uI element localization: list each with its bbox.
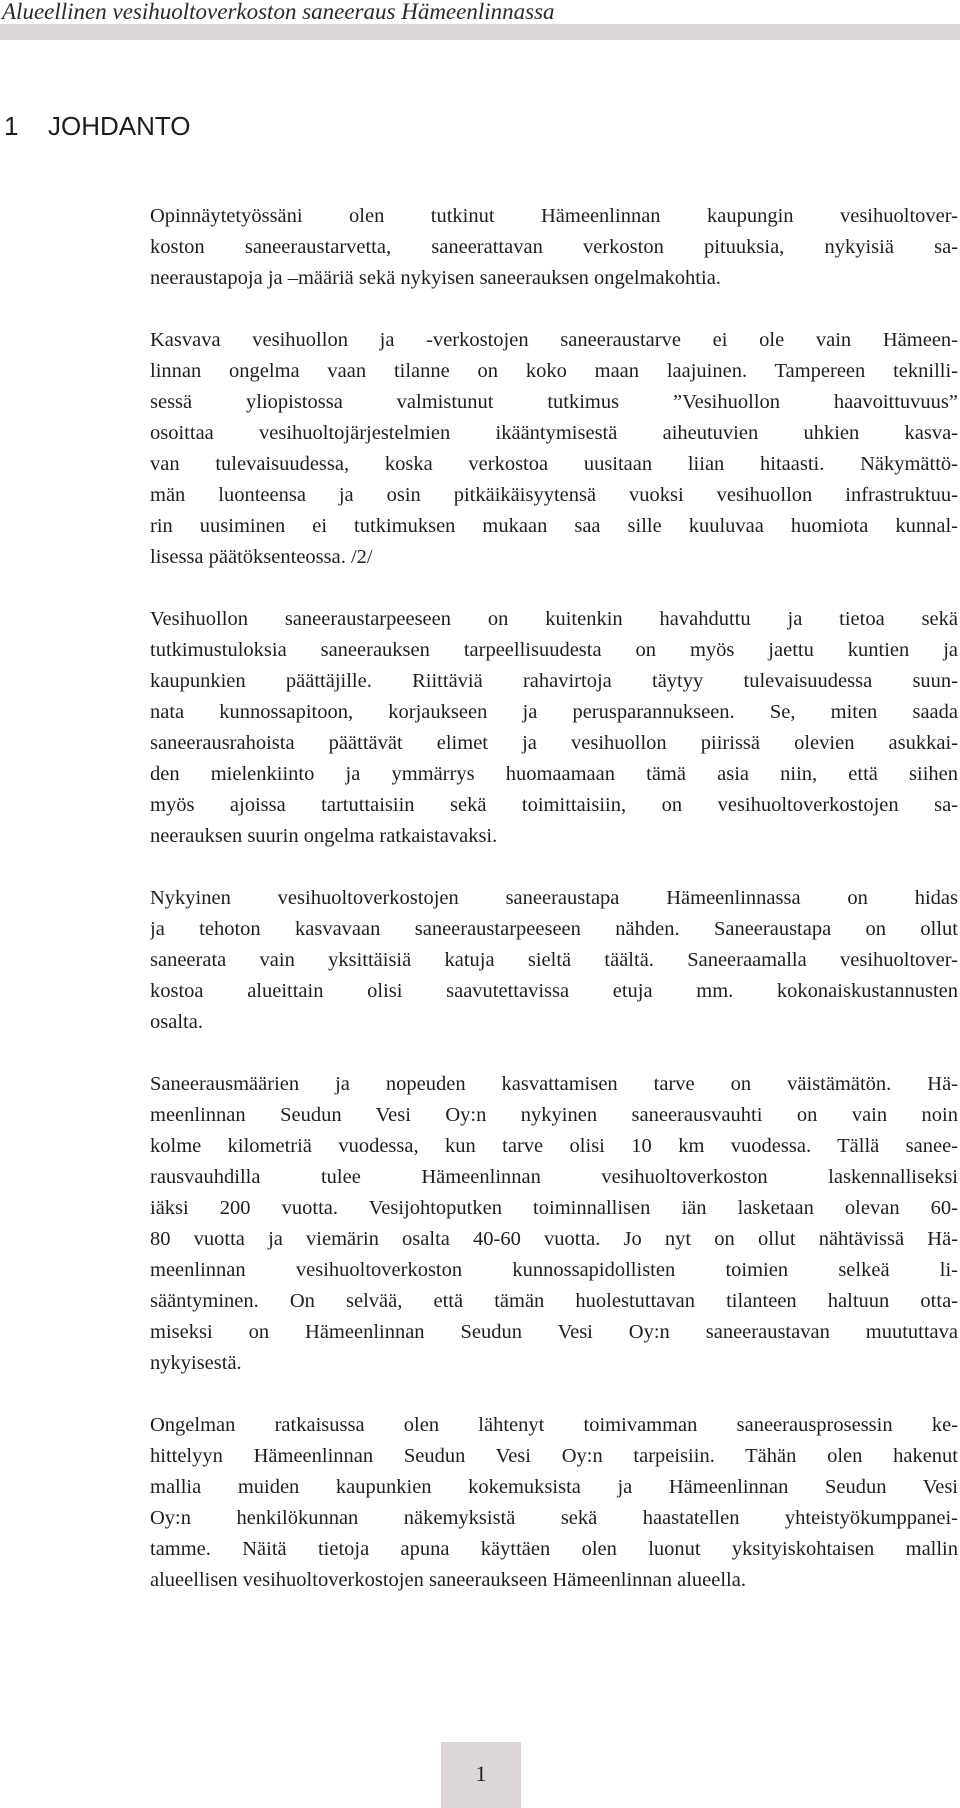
text-line: Oy:n henkilökunnan näkemyksistä sekä haastatellen yhteistyökumppanei- xyxy=(150,1507,958,1529)
text-line: 80 vuotta ja viemärin osalta 40-60 vuotta. Jo nyt on ollut nähtävissä Hä- xyxy=(150,1228,958,1250)
paragraph xyxy=(150,1410,958,1596)
text-line: män luonteensa ja osin pitkäikäisyytensä vuoksi vesihuollon infrastruktuu- xyxy=(150,484,958,506)
text-line: nykyisestä. xyxy=(150,1352,242,1374)
body-text xyxy=(150,201,958,1627)
text-line: kaupunkien päättäjille. Riittäviä rahavirtoja täytyy tulevaisuudessa suun- xyxy=(150,670,958,692)
chapter-title: JOHDANTO xyxy=(48,111,191,141)
text-line: rin uusiminen ei tutkimuksen mukaan saa sille kuuluvaa huomiota kunnal- xyxy=(150,515,958,537)
text-line: hittelyyn Hämeenlinnan Seudun Vesi Oy:n tarpeisiin. Tähän olen hakenut xyxy=(150,1445,958,1467)
header-rule xyxy=(0,24,960,40)
paragraph xyxy=(150,201,958,294)
running-header xyxy=(0,0,960,40)
chapter-heading xyxy=(4,110,191,142)
text-line: sessä yliopistossa valmistunut tutkimus ”Vesihuollon haavoittuvuus” xyxy=(150,391,958,413)
text-line: Ongelman ratkaisussa olen lähtenyt toimivamman saneerausprosessin ke- xyxy=(150,1414,958,1436)
text-line: koston saneeraustarvetta, saneerattavan verkoston pituuksia, nykyisiä sa- xyxy=(150,236,958,258)
text-line: neerauksen suurin ongelma ratkaistavaksi. xyxy=(150,825,498,847)
text-line: myös ajoissa tartuttaisiin sekä toimittaisiin, on vesihuoltoverkostojen sa- xyxy=(150,794,958,816)
text-line: rausvauhdilla tulee Hämeenlinnan vesihuoltoverkoston laskennalliseksi xyxy=(150,1166,958,1188)
paragraph xyxy=(150,604,958,852)
chapter-number: 1 xyxy=(4,111,19,141)
text-line: osoittaa vesihuoltojärjestelmien ikääntymisestä aiheutuvien uhkien kasva- xyxy=(150,422,958,444)
text-line: meenlinnan Seudun Vesi Oy:n nykyinen saneerausvauhti on vain noin xyxy=(150,1104,958,1126)
text-line: Opinnäytetyössäni olen tutkinut Hämeenlinnan kaupungin vesihuoltover- xyxy=(150,205,958,227)
text-line: Vesihuollon saneeraustarpeeseen on kuitenkin havahduttu ja tietoa sekä xyxy=(150,608,958,630)
text-line: mallia muiden kaupunkien kokemuksista ja Hämeenlinnan Seudun Vesi xyxy=(150,1476,958,1498)
text-line: den mielenkiinto ja ymmärrys huomaamaan tämä asia niin, että siihen xyxy=(150,763,958,785)
text-line: sääntyminen. On selvää, että tämän huolestuttavan tilanteen haltuun otta- xyxy=(150,1290,958,1312)
text-line: nata kunnossapitoon, korjaukseen ja perusparannukseen. Se, miten saada xyxy=(150,701,958,723)
text-line: alueellisen vesihuoltoverkostojen saneeraukseen Hämeenlinnan alueella. xyxy=(150,1569,746,1591)
text-line: iäksi 200 vuotta. Vesijohtoputken toiminnallisen iän lasketaan olevan 60- xyxy=(150,1197,958,1219)
paragraph xyxy=(150,1069,958,1379)
page-footer xyxy=(441,1742,521,1808)
text-line: miseksi on Hämeenlinnan Seudun Vesi Oy:n saneeraustavan muututtava xyxy=(150,1321,958,1343)
paragraph xyxy=(150,325,958,573)
page-number: 1 xyxy=(475,1761,487,1786)
text-line: kostoa alueittain olisi saavutettavissa etuja mm. kokonaiskustannusten xyxy=(150,980,958,1002)
text-line: ja tehoton kasvavaan saneeraustarpeeseen nähden. Saneeraustapa on ollut xyxy=(150,918,958,940)
text-line: saneerausrahoista päättävät elimet ja vesihuollon piirissä olevien asukkai- xyxy=(150,732,958,754)
text-line: osalta. xyxy=(150,1011,203,1033)
text-line: neeraustapoja ja –määriä sekä nykyisen saneerauksen ongelmakohtia. xyxy=(150,267,721,289)
running-header-title: Alueellinen vesihuoltoverkoston saneeraus Hämeenlinnassa xyxy=(2,0,555,24)
text-line: linnan ongelma vaan tilanne on koko maan laajuinen. Tampereen teknilli- xyxy=(150,360,958,382)
text-line: tamme. Näitä tietoja apuna käyttäen olen luonut yksityiskohtaisen mallin xyxy=(150,1538,958,1560)
text-line: Saneerausmäärien ja nopeuden kasvattamisen tarve on väistämätön. Hä- xyxy=(150,1073,958,1095)
text-line: saneerata vain yksittäisiä katuja sieltä täältä. Saneeraamalla vesihuoltover- xyxy=(150,949,958,971)
text-line: Nykyinen vesihuoltoverkostojen saneeraustapa Hämeenlinnassa on hidas xyxy=(150,887,958,909)
paragraph xyxy=(150,883,958,1038)
text-line: lisessa päätöksenteossa. /2/ xyxy=(150,546,373,568)
text-line: meenlinnan vesihuoltoverkoston kunnossapidollisten toimien selkeä li- xyxy=(150,1259,958,1281)
text-line: Kasvava vesihuollon ja -verkostojen saneeraustarve ei ole vain Hämeen- xyxy=(150,329,958,351)
text-line: kolme kilometriä vuodessa, kun tarve olisi 10 km vuodessa. Tällä sanee- xyxy=(150,1135,958,1157)
text-line: van tulevaisuudessa, koska verkostoa uusitaan liian hitaasti. Näkymättö- xyxy=(150,453,958,475)
text-line: tutkimustuloksia saneerauksen tarpeellisuudesta on myös jaettu kuntien ja xyxy=(150,639,958,661)
